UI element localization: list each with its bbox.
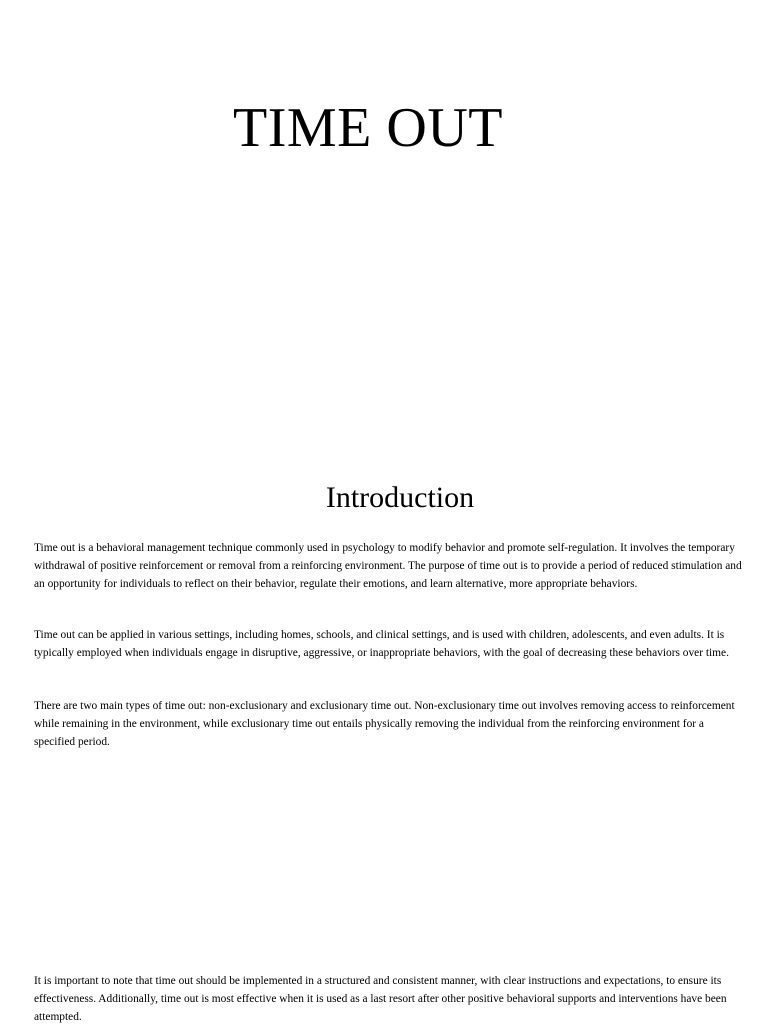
paragraph-settings: Time out can be applied in various settings, including homes, schools, and clinical settings, and is used with children, adolescents, and even adults. It is typically employed when individuals engage in disruptive, aggressive, or inappropriate behaviors, with the goal of decreasing these behaviors over time. (34, 629, 729, 659)
page-title: TIME OUT (233, 97, 503, 159)
paragraph-implementation: It is important to note that time out should be implemented in a structured and consistent manner, with clear instructions and expectations, to ensure its effectiveness. Additionally, time out is most effective when it is used as a last resort after other positive behavioral supports and interventions have been attempted. (34, 975, 727, 1023)
paragraph-types: There are two main types of time out: non-exclusionary and exclusionary time out. Non-exclusionary time out involves removing access to reinforcement while remaining in the environment, while exclusionary time out entails physically removing the individual from the reinforcing environment for a specified period. (34, 700, 735, 748)
section-heading-introduction: Introduction (325, 481, 475, 514)
paragraph-definition: Time out is a behavioral management technique commonly used in psychology to modify behavior and promote self-regulation. It involves the temporary withdrawal of positive reinforcement or removal from a reinforcing environment. The purpose of time out is to provide a period of reduced stimulation and an opportunity for individuals to reflect on their behavior, regulate their emotions, and learn alternative, more appropriate behaviors. (34, 542, 742, 590)
